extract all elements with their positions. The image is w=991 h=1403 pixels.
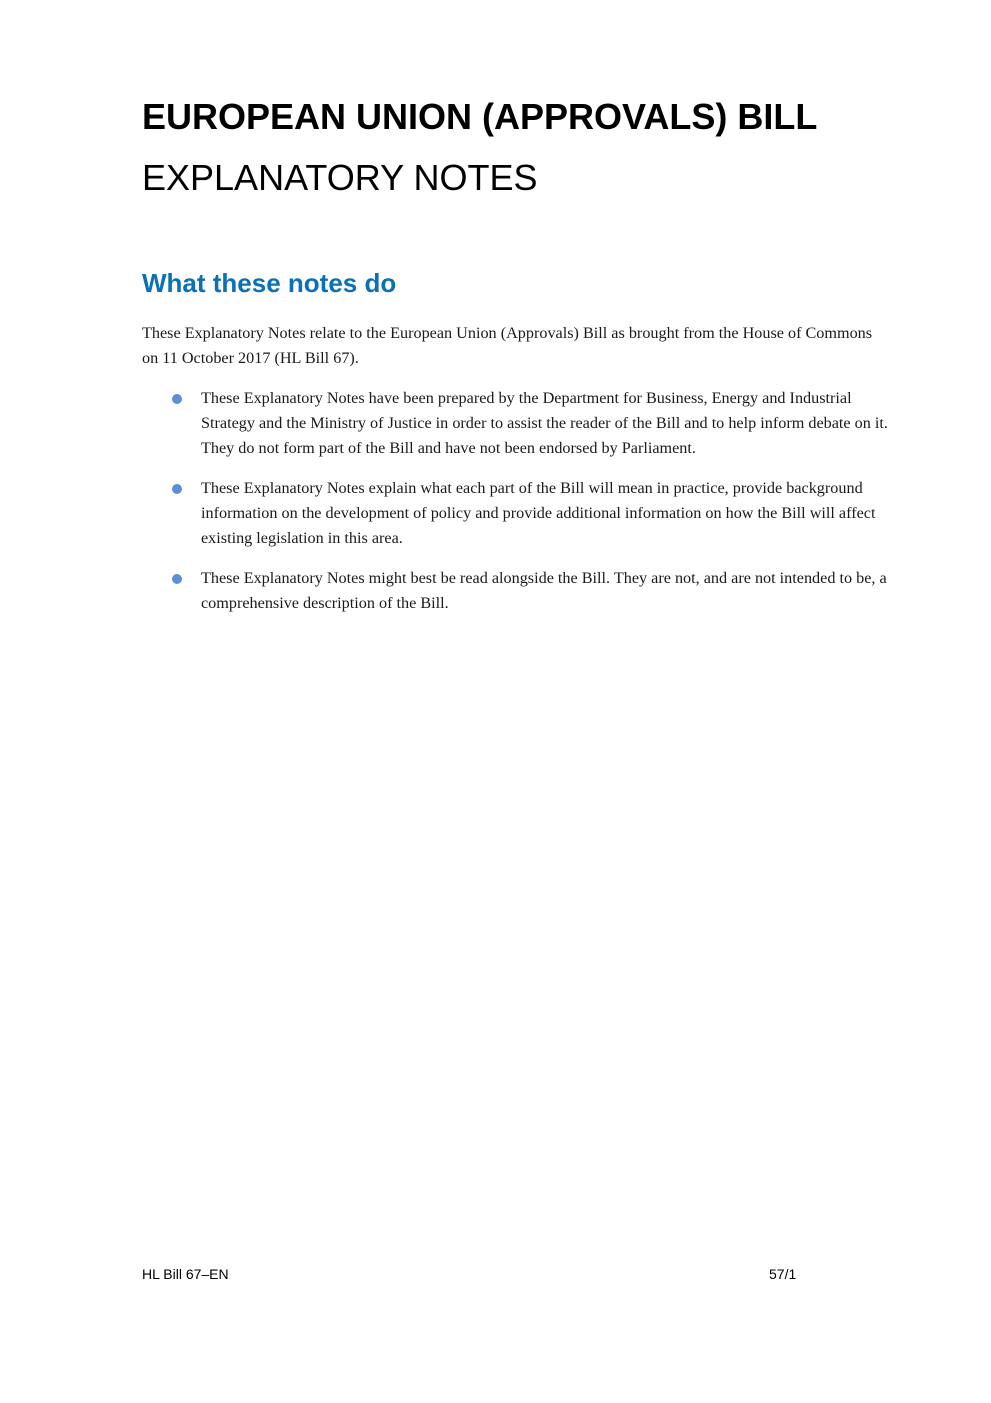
bullet-item [142,566,902,616]
bullet-dot-icon [172,394,182,404]
document-subtitle: EXPLANATORY NOTES [142,157,538,198]
section-heading: What these notes do [142,268,397,298]
bullet-item [142,476,902,551]
bullet-text: These Explanatory Notes might best be read alongside the Bill. They are not, and are not intended to be, a comprehensive description of the Bill. [201,569,887,612]
bullet-dot-icon [172,484,182,494]
bullet-item [142,386,902,461]
footer-page-reference: 57/1 [769,1266,797,1282]
intro-paragraph: These Explanatory Notes relate to the European Union (Approvals) Bill as brought from the House of Commons on 11 October 2017 (HL Bill 67). [142,324,873,367]
document-title: EUROPEAN UNION (APPROVALS) BILL [142,96,818,137]
footer-bill-reference: HL Bill 67–EN [142,1266,229,1282]
bullet-list [142,386,902,631]
bullet-dot-icon [172,574,182,584]
bullet-text: These Explanatory Notes explain what each part of the Bill will mean in practice, provide background information on the development of policy and provide additional information on how the Bill will affect existing legislation in this area. [201,479,876,547]
bullet-text: These Explanatory Notes have been prepared by the Department for Business, Energy and Industrial Strategy and the Ministry of Justice in order to assist the reader of the Bill and to help inform debate on it. They do not form part of the Bill and have not been endorsed by Parliament. [201,389,888,457]
